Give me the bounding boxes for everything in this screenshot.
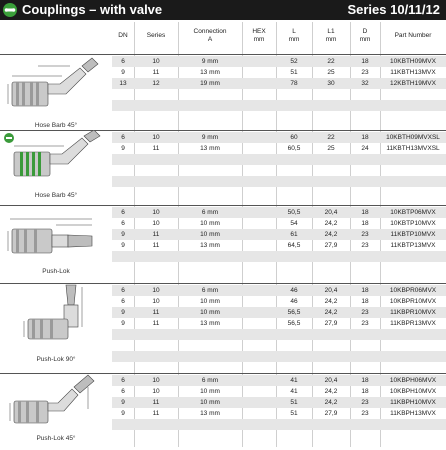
table-row — [112, 329, 446, 340]
product-caption: Push-Lok 90° — [36, 356, 76, 363]
cell-series: 10 — [152, 377, 160, 384]
cell-l: 41 — [290, 388, 298, 395]
cell-dn: 6 — [121, 287, 125, 294]
cell-connection: 10 mm — [200, 231, 220, 238]
cell-connection: 10 mm — [200, 399, 220, 406]
cell-d: 18 — [361, 58, 369, 65]
cell-part: 10KBTP10MVX — [390, 220, 436, 227]
column-header-line: DN — [118, 32, 128, 39]
cell-l: 46 — [290, 298, 298, 305]
table-row — [112, 207, 446, 218]
cell-dn: 9 — [121, 242, 125, 249]
cell-connection: 6 mm — [201, 377, 219, 384]
cell-l: 56,5 — [287, 320, 301, 327]
table-row — [112, 240, 446, 251]
cell-l1: 22 — [327, 134, 335, 141]
cell-part: 10KBPR10MVX — [389, 298, 437, 305]
cell-l1: 24,2 — [324, 220, 338, 227]
cell-l1: 24,2 — [324, 388, 338, 395]
cell-connection: 9 mm — [201, 134, 219, 141]
cell-l1: 20,4 — [324, 377, 338, 384]
table-row — [112, 430, 446, 441]
cell-part: 11KBTH13MVX — [390, 69, 436, 76]
cell-l1: 27,9 — [324, 320, 338, 327]
cell-dn: 6 — [121, 298, 125, 305]
push-lok-90-drawing — [0, 283, 112, 353]
cell-series: 10 — [152, 298, 160, 305]
cell-part: 11KBPR13MVX — [390, 320, 436, 327]
cell-l: 41 — [290, 377, 298, 384]
table-row — [112, 132, 446, 143]
cell-dn: 13 — [119, 80, 127, 87]
cell-series: 10 — [152, 134, 160, 141]
cell-part: 10KBPH06MVX — [389, 377, 437, 384]
cell-l: 51 — [290, 410, 298, 417]
cell-part: 10KBPR06MVX — [389, 287, 437, 294]
product-group — [0, 283, 446, 371]
product-caption: Hose Barb 45° — [34, 192, 78, 199]
cell-part: 10KBTH09MVX — [390, 58, 436, 65]
cell-d: 18 — [361, 287, 369, 294]
table-row — [112, 111, 446, 122]
cell-series: 10 — [152, 287, 160, 294]
cell-dn: 6 — [121, 388, 125, 395]
cell-dn: 6 — [121, 209, 125, 216]
cell-connection: 6 mm — [201, 209, 219, 216]
cell-part: 12KBTH19MVX — [390, 80, 436, 87]
cell-d: 24 — [361, 145, 369, 152]
cell-series: 10 — [152, 209, 160, 216]
table-row — [112, 165, 446, 176]
cell-connection: 19 mm — [200, 80, 220, 87]
table-row — [112, 143, 446, 154]
cell-dn: 6 — [121, 220, 125, 227]
cell-part: 11KBPR10MVX — [390, 309, 436, 316]
cell-series: 11 — [152, 145, 160, 152]
cell-part: 10KBTP06MVX — [390, 209, 436, 216]
column-header-line: mm — [325, 36, 337, 43]
cell-d: 23 — [361, 309, 369, 316]
cell-connection: 6 mm — [201, 287, 219, 294]
cell-l: 46 — [290, 287, 298, 294]
push-lok-drawing — [0, 205, 112, 267]
cell-series: 11 — [152, 231, 160, 238]
table-row — [112, 218, 446, 229]
cell-l1: 22 — [327, 58, 335, 65]
cell-d: 23 — [361, 242, 369, 249]
table-row — [112, 229, 446, 240]
table-row — [112, 285, 446, 296]
table-row — [112, 397, 446, 408]
cell-l1: 20,4 — [324, 287, 338, 294]
cell-d: 18 — [361, 298, 369, 305]
cell-l1: 20,4 — [324, 209, 338, 216]
cell-connection: 9 mm — [201, 58, 219, 65]
table-row — [112, 419, 446, 430]
cell-d: 23 — [361, 231, 369, 238]
table-row — [112, 351, 446, 362]
cell-connection: 10 mm — [200, 220, 220, 227]
table-row — [112, 154, 446, 165]
table-row — [112, 375, 446, 386]
product-group — [0, 54, 446, 132]
cell-part: 10KBTH09MVXSL — [386, 134, 440, 141]
cell-d: 18 — [361, 377, 369, 384]
cell-l1: 27,9 — [324, 410, 338, 417]
table-row — [112, 67, 446, 78]
product-group — [0, 373, 446, 448]
cell-l: 56,5 — [287, 309, 301, 316]
cell-l: 50,5 — [287, 209, 301, 216]
cell-l1: 24,2 — [324, 309, 338, 316]
cell-series: 11 — [152, 69, 160, 76]
cell-series: 10 — [152, 220, 160, 227]
cell-series: 11 — [152, 399, 160, 406]
cell-series: 11 — [152, 410, 160, 417]
product-caption: Push-Lok — [42, 268, 70, 275]
page-title: Couplings – with valve — [22, 2, 163, 17]
table-row — [112, 307, 446, 318]
cell-l1: 24,2 — [324, 399, 338, 406]
column-header-line: mm — [288, 36, 300, 43]
cell-part: 11KBTP13MVX — [390, 242, 436, 249]
cell-d: 23 — [361, 320, 369, 327]
product-group — [0, 205, 446, 281]
cell-dn: 6 — [121, 58, 125, 65]
cell-connection: 10 mm — [200, 309, 220, 316]
table-row — [112, 296, 446, 307]
column-header-line: HEX — [252, 28, 266, 35]
cell-l: 60,5 — [287, 145, 301, 152]
cell-connection: 13 mm — [200, 69, 220, 76]
cell-connection: 10 mm — [200, 388, 220, 395]
column-header-line: Connection — [193, 28, 227, 35]
table-row — [112, 251, 446, 262]
column-header-line: mm — [359, 36, 371, 43]
column-header-line: Series — [146, 32, 166, 39]
cell-part: 11KBTH13MVXSL — [386, 145, 440, 152]
cell-l1: 30 — [327, 80, 335, 87]
table-row — [112, 56, 446, 67]
cell-d: 18 — [361, 134, 369, 141]
cell-d: 18 — [361, 388, 369, 395]
column-header-line: Part Number — [394, 32, 432, 39]
cell-l: 51 — [290, 69, 298, 76]
cell-series: 11 — [152, 242, 160, 249]
cell-series: 11 — [152, 309, 160, 316]
product-group — [0, 130, 446, 202]
cell-connection: 13 mm — [200, 410, 220, 417]
column-header-line: D — [362, 28, 368, 35]
cell-l: 61 — [290, 231, 298, 238]
cell-dn: 9 — [121, 399, 125, 406]
page-header — [0, 0, 446, 20]
table-row — [112, 340, 446, 351]
cell-dn: 9 — [121, 410, 125, 417]
cell-l1: 27,9 — [324, 242, 338, 249]
cell-l1: 24,2 — [324, 298, 338, 305]
cell-l: 78 — [290, 80, 298, 87]
cell-dn: 9 — [121, 320, 125, 327]
cell-l1: 24,2 — [324, 231, 338, 238]
column-header-line: L — [292, 28, 296, 35]
column-header-line: A — [207, 36, 213, 43]
cell-dn: 6 — [121, 134, 125, 141]
product-caption: Hose Barb 45° — [34, 122, 78, 129]
push-lok-45-drawing — [0, 373, 112, 437]
table-row — [112, 78, 446, 89]
hose-barb-45-sl-drawing — [0, 130, 112, 188]
cell-dn: 9 — [121, 145, 125, 152]
cell-d: 23 — [361, 410, 369, 417]
table-row — [112, 100, 446, 111]
cell-l: 52 — [290, 58, 298, 65]
cell-d: 23 — [361, 69, 369, 76]
cell-part: 10KBPH10MVX — [389, 388, 437, 395]
cell-d: 23 — [361, 399, 369, 406]
cell-dn: 6 — [121, 377, 125, 384]
product-caption: Push-Lok 45° — [36, 435, 76, 442]
table-row — [112, 89, 446, 100]
cell-d: 18 — [361, 220, 369, 227]
cell-l: 54 — [290, 220, 298, 227]
cell-l: 64,5 — [287, 242, 301, 249]
hose-barb-45-drawing — [0, 54, 112, 132]
table-row — [112, 318, 446, 329]
cell-l1: 25 — [327, 69, 335, 76]
series-title: Series 10/11/12 — [347, 2, 440, 17]
cell-connection: 13 mm — [200, 145, 220, 152]
cell-l1: 25 — [327, 145, 335, 152]
cell-l: 60 — [290, 134, 298, 141]
table-row — [112, 187, 446, 198]
column-header-line: L1 — [327, 28, 335, 35]
table-row — [112, 176, 446, 187]
table-row — [112, 386, 446, 397]
cell-series: 10 — [152, 388, 160, 395]
cell-connection: 10 mm — [200, 298, 220, 305]
product-image — [0, 54, 112, 132]
cell-part: 11KBPH10MVX — [390, 399, 436, 406]
cell-connection: 13 mm — [200, 320, 220, 327]
cell-series: 11 — [152, 320, 160, 327]
cell-d: 32 — [361, 80, 369, 87]
cell-d: 18 — [361, 209, 369, 216]
cell-part: 11KBTP10MVX — [390, 231, 436, 238]
coupling-logo-icon — [3, 3, 17, 17]
cell-dn: 9 — [121, 69, 125, 76]
table-row — [112, 408, 446, 419]
cell-series: 10 — [152, 58, 160, 65]
cell-series: 12 — [152, 80, 160, 87]
column-header-line: mm — [253, 36, 265, 43]
cell-dn: 9 — [121, 231, 125, 238]
cell-dn: 9 — [121, 309, 125, 316]
cell-part: 11KBPH13MVX — [390, 410, 436, 417]
cell-connection: 13 mm — [200, 242, 220, 249]
table-row — [112, 262, 446, 273]
cell-l: 51 — [290, 399, 298, 406]
